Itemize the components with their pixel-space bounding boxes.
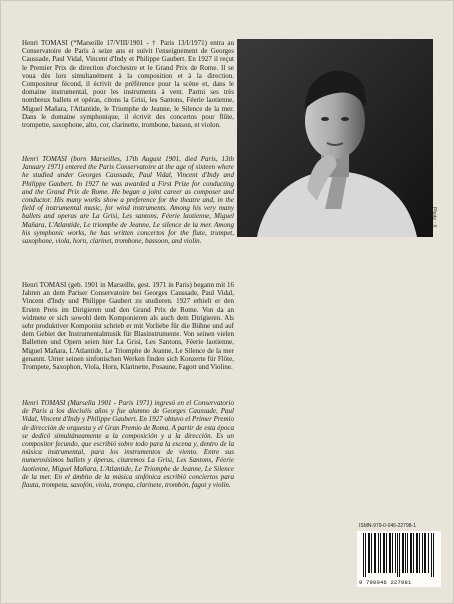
bio-french: Henri TOMASI (*Marseille 17/VIII/1901 - † Paris 13/I/1971) entra au Conservatoire de Paris à seize ans et suivit l'enseignement de Georges Caussade, Paul Vidal, Vincent d'Indy et Philippe Gaubert. En 1927 il reçut le Premier Prix de direction d'orchestre et le Grand Prix de Rome. Il se voua dès lors simultanément à la composition et à la direction. Compositeur fécond, il écrivit de préférence pour la scène et, dans le domaine instrumental, pour les instruments à vent. Parmi ses très nombreux ballets et opéras, citons la Grisi, les Santons, Féerie laotienne, Miguel Mañara, l'Atlantide, le Triomphe de Jeanne, le Silence de la mer. Dans le domaine symphonique, il écrivit des concertos pour flûte, trompette, saxophone, alto, cor, clarinette, trombone, basson, et violon. bbox=[22, 39, 234, 130]
composer-portrait-photo bbox=[237, 39, 433, 237]
photo-credit: Photo : X bbox=[431, 207, 437, 228]
bio-german: Henri TOMASI (geb. 1901 in Marseille, gest. 1971 in Paris) begann mit 16 Jahren an dem Pariser Conservatoire bei Georges Caussade, Paul Vidal, Vincent d'Indy und Philippe Gaubert zu studieren. 1927 erhielt er den Ersten Preis im Dirigieren und den Grand Prix de Rome. Von da an widmete er sich sowohl dem Komponieren als auch dem Dirigieren. Als sehr produktiver Komponist schrieb er mit Vorliebe für die Bühne und auf dem Gebiet der Instrumentalmusik für Blasinstrumente. Von seinen vielen Balletten und Opern seien hier La Grisi, Les Santons, Féerie laotienne, Miguel Mañara, L'Atlantide, Le Triomphe de Jeanne, Le Silence de la mer genannt. Unter seinen sinfonischen Werken finden sich Konzerte für Flöte, Trompete, Saxophon, Viola, Horn, Klarinette, Posaune, Fagott und Violine. bbox=[22, 281, 234, 372]
bio-spanish: Henri TOMASI (Marsella 1901 - Paris 1971) ingresó en el Conservatorio de Paris a los dieciséis años y fue alumno de Georges Caussade, Paul Vidal, Vincent d'Indy y Philippe Gaubert. En 1927 obtuvo el Primer Premio de dirección de orquesta y el Gran Premio de Roma. A partir de esta época se dedicó simultáneamente a la composición y a la dirección. Es un compositor fecundo, que escribió sobre todo para la escena y, dentro de la música instrumental, para los instrumentos de viento. Entre sus numerosísimos ballets y óperas, citaremos La Grisi, Les Santons, Féerie laotienne, Miguel Mañara, L'Atlantide, Le Triomphe de Jeanne, Le Silence de la mer. En el ámbito de la música sinfónica escribió conciertos para flauta, trompeta, saxofón, viola, trompa, clarinete, trombón, fagot y violín. bbox=[22, 399, 234, 490]
ismn-number: ISMN-979-0-046-22798-1 bbox=[359, 523, 416, 529]
bio-english: Henri TOMASI (born Marseilles, 17th August 1901, died Paris, 13th January 1971) entered the Paris Conservatoire at the age of sixteen where he studied under Georges Caussade, Paul Vidal, Vincent d'Indy and Philippe Gaubert. In 1927 he was awarded a First Prize for conducting and the Grand Prix de Rome. He began a joint career as composer and conductor. His many works show a preference for the theatre and, in the field of instrumental music, for wind instruments. Among his very many ballets and operas are La Grisi, Les santons, Féerie laotienne, Miguel Mañara, L'Atlantide, Le triomphe de Jeanne, Le silence de la mer. Among his symphonic works, he has written concertos for the flute, trumpet, saxophone, viola, horn, clarinet, trombone, bassoon, and violin. bbox=[22, 155, 234, 246]
portrait-image bbox=[237, 39, 433, 237]
barcode-digits: 9 790046 227981 bbox=[359, 579, 412, 586]
barcode-bars bbox=[357, 531, 441, 577]
